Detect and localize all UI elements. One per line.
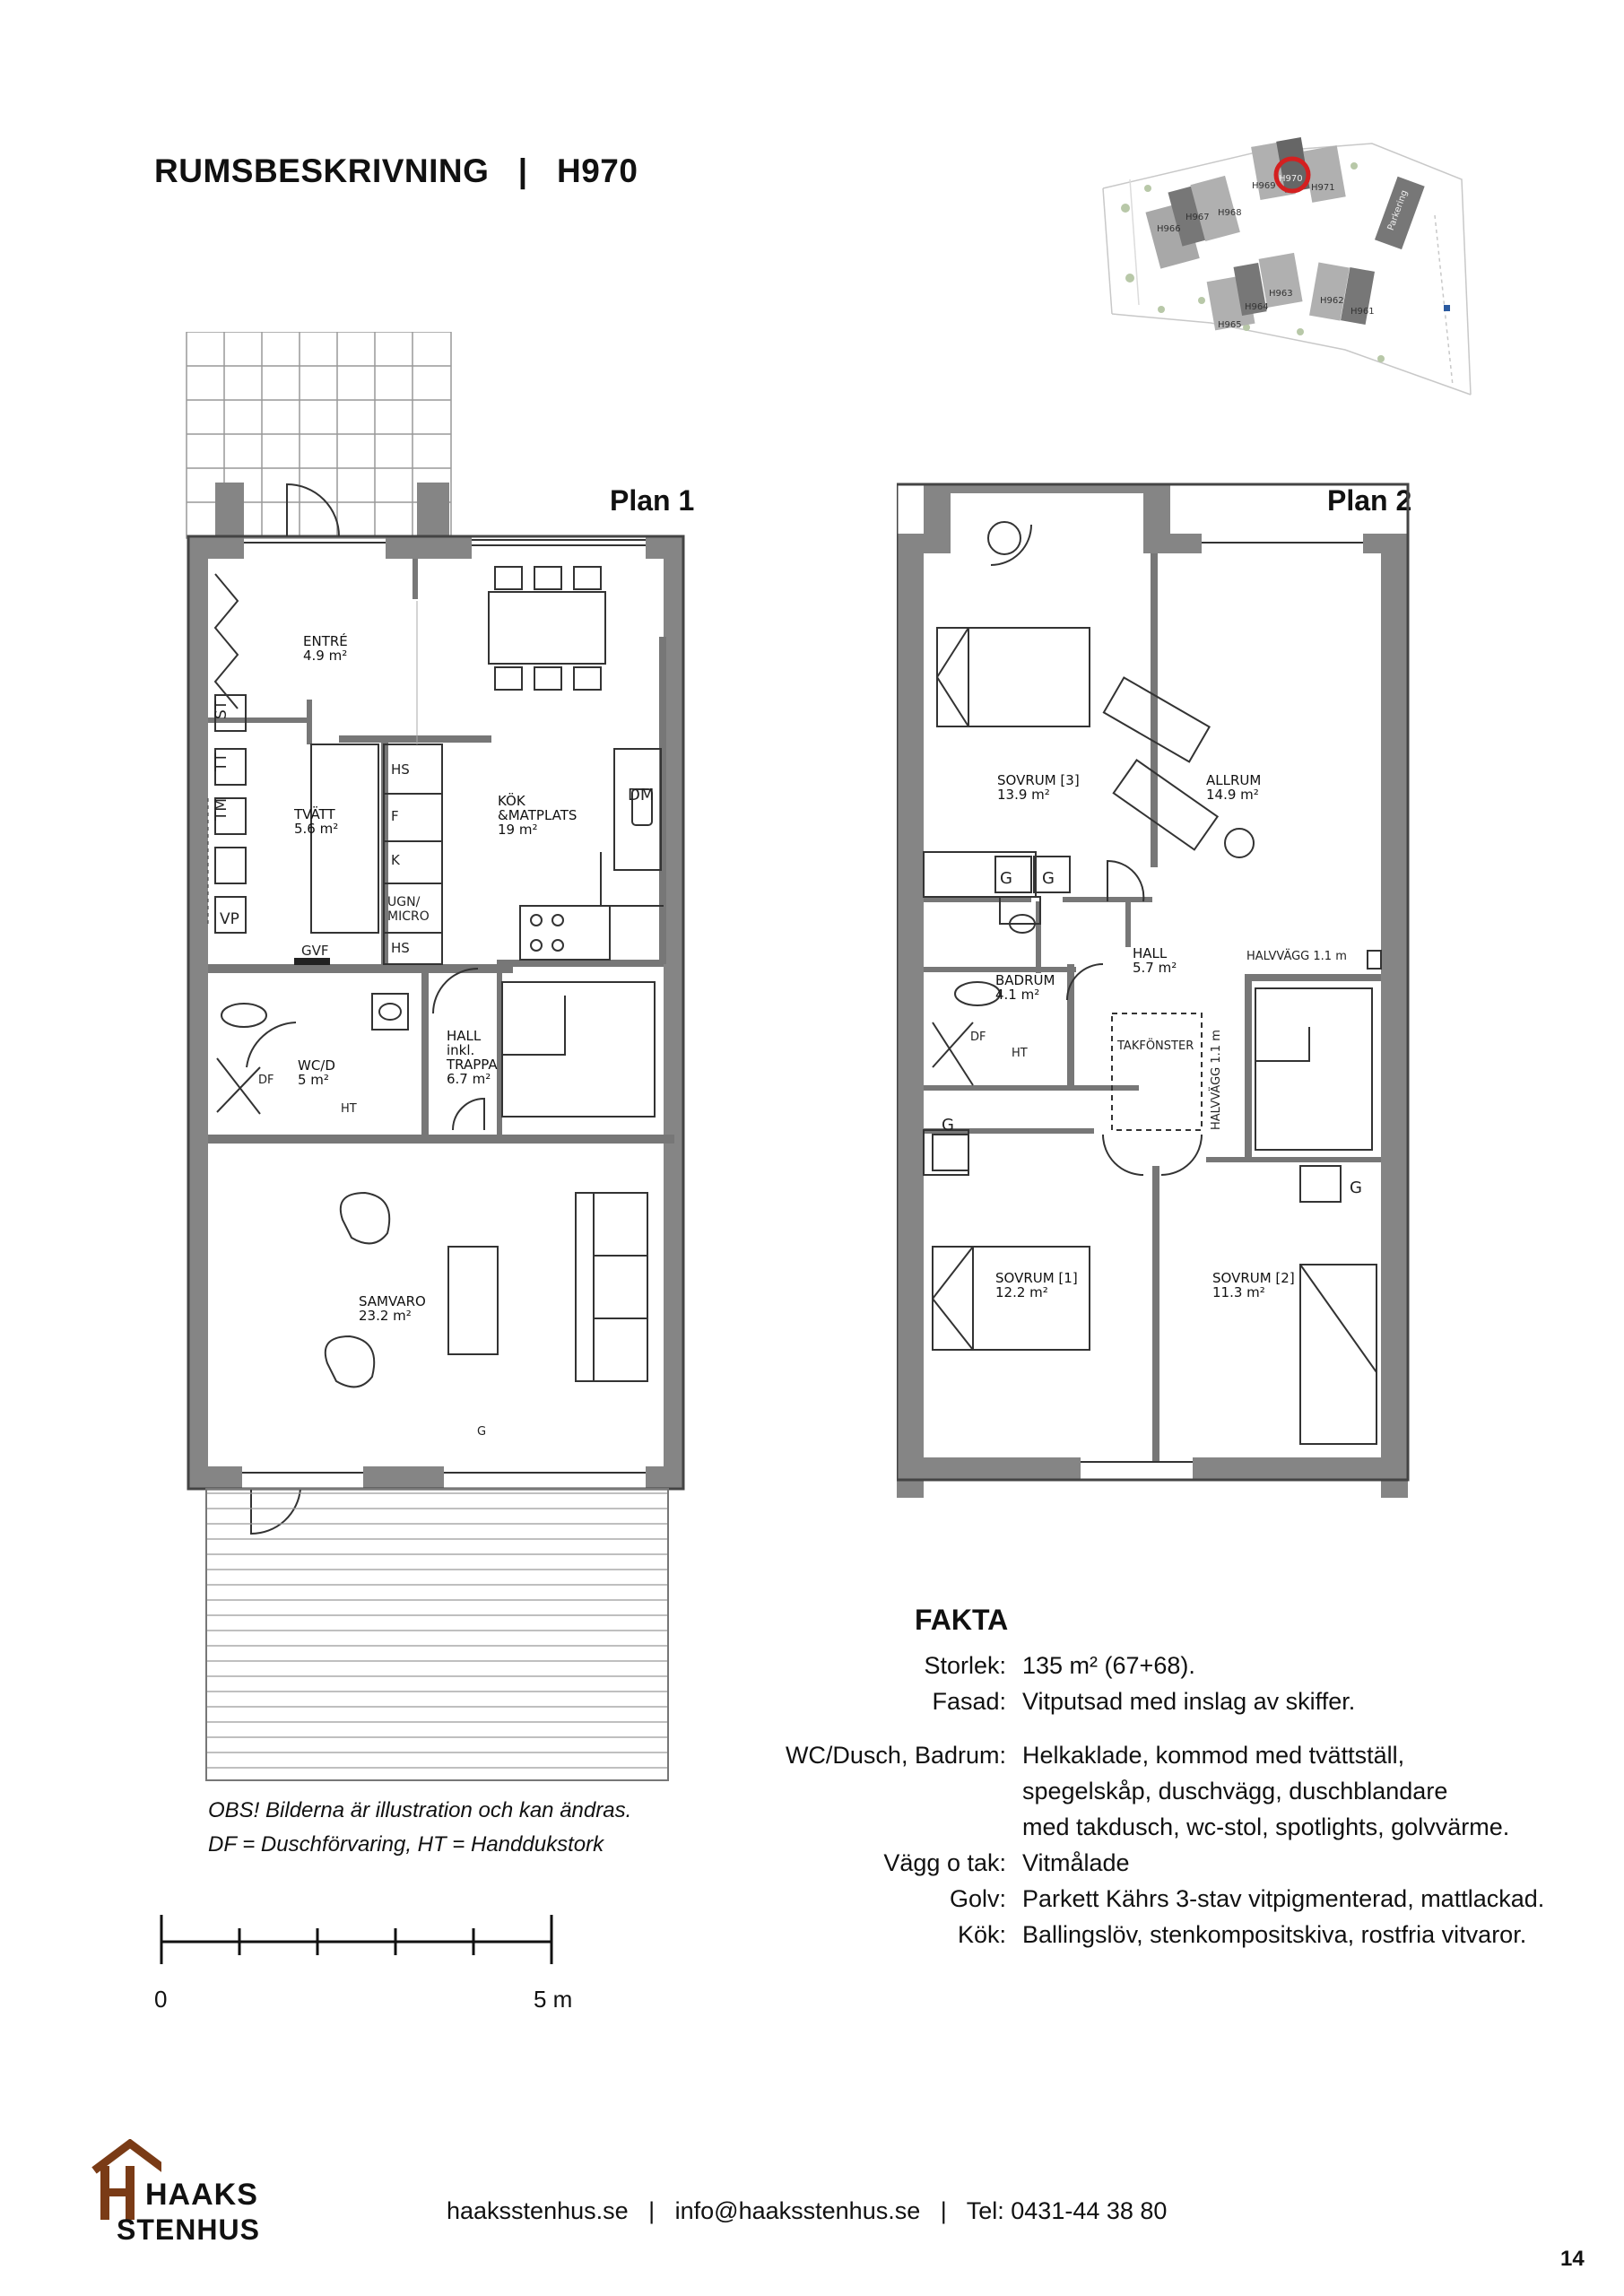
footer-contact: haaksstenhus.se | info@haaksstenhus.se | Tel: 0431-44 38 80 — [447, 2197, 1168, 2224]
svg-text:G: G — [1000, 869, 1012, 888]
scale-start: 0 — [154, 1986, 168, 2013]
fakta-title: FAKTA — [915, 1604, 1009, 1636]
fakta-key: Fasad: — [932, 1688, 1006, 1715]
svg-text:HS: HS — [391, 761, 410, 778]
fakta-key: Storlek: — [924, 1652, 1006, 1679]
svg-text:19 m²: 19 m² — [498, 822, 538, 838]
svg-text:4.1 m²: 4.1 m² — [995, 987, 1040, 1003]
svg-text:HT: HT — [1012, 1047, 1028, 1060]
page-title: RUMSBESKRIVNING | H970 — [154, 152, 638, 189]
note-line: OBS! Bilderna är illustration och kan ändras. — [208, 1798, 632, 1822]
svg-text:14.9 m²: 14.9 m² — [1206, 787, 1259, 803]
fakta-value: Ballingslöv, stenkompositskiva, rostfria vitvaror. — [1022, 1921, 1527, 1948]
page-number: 14 — [1560, 2247, 1585, 2271]
fakta-key: Kök: — [957, 1921, 1006, 1948]
svg-text:G: G — [942, 1116, 954, 1135]
svg-text:H971: H971 — [1311, 183, 1335, 193]
scale-bar — [152, 1906, 574, 1969]
svg-text:H968: H968 — [1218, 208, 1242, 218]
svg-text:H969: H969 — [1252, 181, 1276, 191]
fakta-value: Vitputsad med inslag av skiffer. — [1022, 1688, 1356, 1715]
svg-text:GVF: GVF — [301, 943, 329, 959]
svg-text:TT: TT — [213, 752, 230, 771]
svg-text:HALVVÄGG 1.1 m: HALVVÄGG 1.1 m — [1246, 950, 1347, 963]
svg-text:&MATPLATS: &MATPLATS — [498, 807, 578, 823]
svg-text:13.9 m²: 13.9 m² — [997, 787, 1050, 803]
svg-text:5 m²: 5 m² — [298, 1072, 329, 1088]
svg-text:SOVRUM [1]: SOVRUM [1] — [995, 1270, 1078, 1286]
notes — [208, 1794, 631, 1862]
svg-text:TVÄTT: TVÄTT — [294, 806, 335, 822]
site-map — [1076, 126, 1480, 413]
svg-text:K: K — [391, 852, 400, 868]
svg-text:ST: ST — [213, 700, 230, 719]
svg-text:5.6 m²: 5.6 m² — [294, 821, 339, 837]
svg-text:G: G — [1042, 869, 1055, 888]
svg-text:HT: HT — [341, 1102, 357, 1116]
svg-text:4.9 m²: 4.9 m² — [303, 648, 348, 664]
svg-text:H966: H966 — [1157, 224, 1181, 234]
svg-text:11.3 m²: 11.3 m² — [1212, 1284, 1265, 1300]
svg-text:TM: TM — [213, 797, 230, 821]
svg-text:DF: DF — [258, 1074, 274, 1087]
fakta-value: Vitmålade — [1022, 1849, 1130, 1876]
svg-text:UGN/: UGN/ — [387, 895, 421, 909]
svg-text:G: G — [477, 1425, 487, 1439]
fakta-value: med takdusch, wc-stol, spotlights, golvvärme. — [1022, 1813, 1510, 1840]
svg-text:SOVRUM [3]: SOVRUM [3] — [997, 772, 1080, 788]
fakta-key: Golv: — [949, 1885, 1006, 1912]
svg-text:WC/D: WC/D — [298, 1057, 335, 1074]
svg-text:MICRO: MICRO — [387, 909, 430, 924]
svg-text:H967: H967 — [1185, 213, 1210, 222]
svg-text:12.2 m²: 12.2 m² — [995, 1284, 1048, 1300]
svg-text:ALLRUM: ALLRUM — [1206, 772, 1262, 788]
svg-text:6.7 m²: 6.7 m² — [447, 1071, 491, 1087]
floor-plan-2 — [897, 475, 1435, 1498]
svg-text:G: G — [1350, 1178, 1362, 1197]
fakta-value: spegelskåp, duschvägg, duschblandare — [1022, 1778, 1448, 1805]
note-line: DF = Duschförvaring, HT = Handdukstork — [208, 1832, 604, 1857]
svg-text:SOVRUM [2]: SOVRUM [2] — [1212, 1270, 1295, 1286]
svg-text:H965: H965 — [1218, 320, 1242, 330]
svg-text:SAMVARO: SAMVARO — [359, 1293, 426, 1309]
fakta-value: 135 m² (67+68). — [1022, 1652, 1195, 1679]
fakta-value: Helkaklade, kommod med tvättställ, — [1022, 1742, 1405, 1769]
svg-text:HALL: HALL — [447, 1028, 482, 1044]
svg-text:Parkering: Parkering — [1385, 188, 1411, 232]
floor-plan-1 — [179, 332, 699, 1821]
fakta-key: Vägg o tak: — [883, 1849, 1006, 1876]
svg-text:H962: H962 — [1320, 296, 1344, 306]
svg-text:H961: H961 — [1350, 307, 1375, 317]
fakta-value: Parkett Kährs 3-stav vitpigmenterad, mattlackad. — [1022, 1885, 1545, 1912]
svg-text:TRAPPA: TRAPPA — [447, 1057, 498, 1073]
svg-text:BADRUM: BADRUM — [995, 972, 1055, 988]
svg-text:23.2 m²: 23.2 m² — [359, 1308, 412, 1324]
svg-text:KÖK: KÖK — [498, 793, 525, 809]
svg-text:HALL: HALL — [1133, 945, 1168, 961]
svg-text:H964: H964 — [1245, 302, 1269, 312]
plan2-label: Plan 2 — [1327, 484, 1412, 517]
fakta-key: WC/Dusch, Badrum: — [785, 1742, 1006, 1769]
svg-text:DF: DF — [970, 1031, 986, 1044]
svg-text:VP: VP — [220, 910, 239, 928]
plan1-label: Plan 1 — [610, 484, 695, 517]
svg-text:5.7 m²: 5.7 m² — [1133, 960, 1177, 976]
svg-text:ENTRÉ: ENTRÉ — [303, 633, 348, 649]
svg-text:inkl.: inkl. — [447, 1042, 475, 1058]
svg-text:TAKFÖNSTER: TAKFÖNSTER — [1117, 1039, 1194, 1053]
scale-end: 5 m — [534, 1986, 573, 2013]
svg-text:HS: HS — [391, 940, 410, 956]
svg-text:DM: DM — [628, 786, 655, 804]
svg-text:F: F — [391, 808, 399, 824]
svg-text:HALVVÄGG 1.1 m: HALVVÄGG 1.1 m — [1210, 1030, 1223, 1130]
logo-wordmark: HAAKS — [145, 2178, 258, 2212]
logo-wordmark-sub: STENHUS — [117, 2213, 260, 2246]
svg-text:H970: H970 — [1279, 174, 1303, 184]
svg-text:H963: H963 — [1269, 289, 1293, 299]
